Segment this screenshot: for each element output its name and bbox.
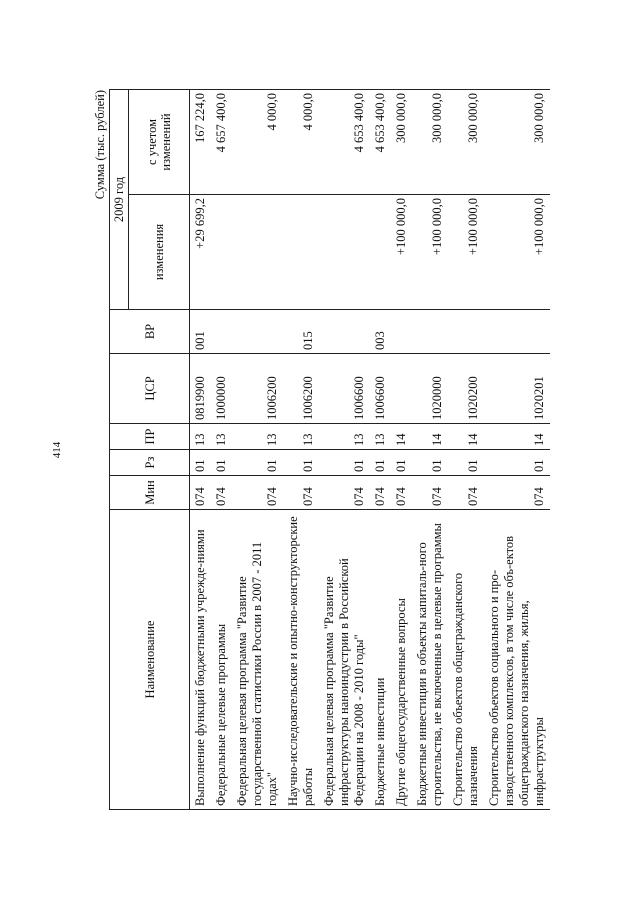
row-pr: 13 xyxy=(283,424,319,450)
row-total: 300 000,0 xyxy=(484,89,550,194)
row-rz: 01 xyxy=(319,450,370,476)
row-csr: 1000000 xyxy=(211,354,232,424)
rotated-sheet xyxy=(95,90,565,810)
table-row xyxy=(190,89,212,809)
row-pr: 13 xyxy=(232,424,283,450)
row-min: 074 xyxy=(190,476,212,510)
row-name: Федеральная целевая программа "Развитие государственной статистики России в 2007 - 2011 годах" xyxy=(232,510,283,810)
row-rz: 01 xyxy=(370,450,391,476)
row-changes: +100 000,0 xyxy=(391,195,412,310)
row-name: Бюджетные инвестиции в объекты капиталь-ного строительства, не включенные в целевые программы xyxy=(412,510,448,810)
row-name: Федеральные целевые программы xyxy=(211,510,232,810)
row-name: Строительство объектов социального и про-изводственного комплексов, в том числе объ-ектов общегражданского назначения, жилья, инфраструктуры xyxy=(484,510,550,810)
row-changes: +100 000,0 xyxy=(412,195,448,310)
header-csr: ЦСР xyxy=(110,354,190,424)
row-total: 4 000,0 xyxy=(283,89,319,194)
row-vr xyxy=(319,310,370,354)
row-total: 300 000,0 xyxy=(448,89,484,194)
row-changes xyxy=(283,195,319,310)
row-vr xyxy=(391,310,412,354)
table-row xyxy=(211,89,232,809)
header-min: Мин xyxy=(110,476,190,510)
row-total: 300 000,0 xyxy=(391,89,412,194)
row-vr xyxy=(412,310,448,354)
row-min: 074 xyxy=(283,476,319,510)
row-min: 074 xyxy=(319,476,370,510)
row-csr: 1020201 xyxy=(484,354,550,424)
table-row xyxy=(319,89,370,809)
header-name: Наименование xyxy=(110,510,190,810)
row-changes xyxy=(319,195,370,310)
header-with-changes: с учетом изменений xyxy=(129,89,190,194)
row-rz: 01 xyxy=(283,450,319,476)
row-pr: 14 xyxy=(484,424,550,450)
row-total: 167 224,0 xyxy=(190,89,212,194)
row-rz: 01 xyxy=(211,450,232,476)
row-min: 074 xyxy=(370,476,391,510)
row-csr: 1006600 xyxy=(319,354,370,424)
budget-table-container xyxy=(95,90,565,810)
row-pr: 13 xyxy=(319,424,370,450)
row-total: 4 000,0 xyxy=(232,89,283,194)
row-vr xyxy=(448,310,484,354)
table-row xyxy=(448,89,484,809)
row-vr xyxy=(211,310,232,354)
row-csr: 0819900 xyxy=(190,354,212,424)
row-vr: 001 xyxy=(190,310,212,354)
row-rz: 01 xyxy=(232,450,283,476)
row-vr: 015 xyxy=(283,310,319,354)
row-pr: 13 xyxy=(190,424,212,450)
row-total: 4 653 400,0 xyxy=(319,89,370,194)
row-total: 300 000,0 xyxy=(412,89,448,194)
row-min: 074 xyxy=(391,476,412,510)
row-csr: 1006200 xyxy=(232,354,283,424)
table-row xyxy=(283,89,319,809)
row-changes: +29 699,2 xyxy=(190,195,212,310)
row-name: Бюджетные инвестиции xyxy=(370,510,391,810)
page-number: 414 xyxy=(51,441,63,459)
table-row xyxy=(391,89,412,809)
budget-table xyxy=(109,89,550,810)
row-pr: 14 xyxy=(412,424,448,450)
row-changes: +100 000,0 xyxy=(484,195,550,310)
row-total: 4 657 400,0 xyxy=(211,89,232,194)
row-total: 4 653 400,0 xyxy=(370,89,391,194)
header-changes: изменения xyxy=(129,195,190,310)
row-pr: 14 xyxy=(448,424,484,450)
row-changes xyxy=(232,195,283,310)
header-pr: ПР xyxy=(110,424,190,450)
row-name: Строительство объектов общегражданского назначения xyxy=(448,510,484,810)
row-vr xyxy=(232,310,283,354)
row-rz: 01 xyxy=(190,450,212,476)
sum-caption: Сумма (тыс. рублей) xyxy=(93,90,107,200)
row-vr: 003 xyxy=(370,310,391,354)
row-changes: +100 000,0 xyxy=(448,195,484,310)
table-row xyxy=(484,89,550,809)
row-csr: 1006200 xyxy=(283,354,319,424)
row-csr: 1020200 xyxy=(448,354,484,424)
row-changes xyxy=(370,195,391,310)
row-name: Другие общегосударственные вопросы xyxy=(391,510,412,810)
header-vr: ВР xyxy=(110,310,190,354)
row-pr: 13 xyxy=(211,424,232,450)
row-min: 074 xyxy=(232,476,283,510)
row-name: Выполнение функций бюджетными учрежде-ниями xyxy=(190,510,212,810)
row-rz: 01 xyxy=(412,450,448,476)
row-csr xyxy=(391,354,412,424)
row-min: 074 xyxy=(412,476,448,510)
row-rz: 01 xyxy=(484,450,550,476)
table-row xyxy=(412,89,448,809)
table-row xyxy=(232,89,283,809)
table-row xyxy=(370,89,391,809)
row-csr: 1006600 xyxy=(370,354,391,424)
table-body xyxy=(190,89,551,809)
row-pr: 13 xyxy=(370,424,391,450)
row-min: 074 xyxy=(484,476,550,510)
header-rz: Рз xyxy=(110,450,190,476)
row-pr: 14 xyxy=(391,424,412,450)
row-vr xyxy=(484,310,550,354)
row-changes xyxy=(211,195,232,310)
row-rz: 01 xyxy=(448,450,484,476)
row-name: Научно-исследовательские и опытно-конструкторские работы xyxy=(283,510,319,810)
row-csr: 1020000 xyxy=(412,354,448,424)
header-year: 2009 год xyxy=(110,89,129,309)
row-rz: 01 xyxy=(391,450,412,476)
row-min: 074 xyxy=(211,476,232,510)
row-min: 074 xyxy=(448,476,484,510)
row-name: Федеральная целевая программа "Развитие инфраструктуры наноиндустрии в Российской Федерации на 2008 - 2010 годы" xyxy=(319,510,370,810)
